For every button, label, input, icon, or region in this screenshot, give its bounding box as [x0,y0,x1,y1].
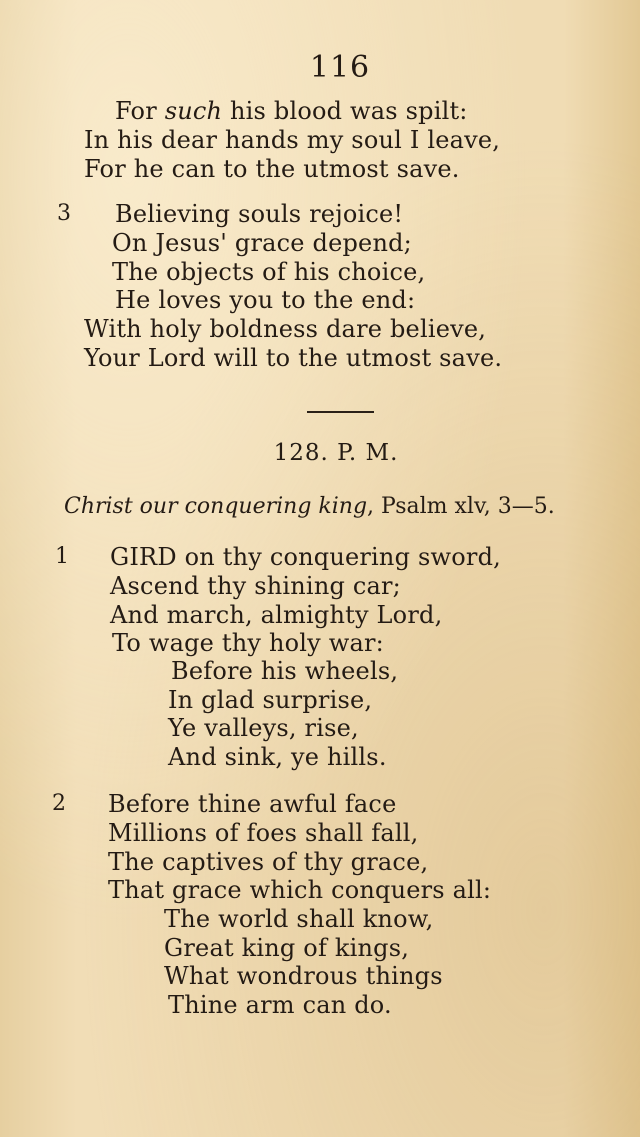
verse-line: Ascend thy shining car; [110,572,401,600]
verse-line: Thine arm can do. [168,991,392,1019]
hymn-subtitle-reference: , Psalm xlv, 3—5. [367,494,555,519]
verse-line: He loves you to the end: [115,286,416,314]
page-number: 116 [309,50,371,85]
verse-line: With holy boldness dare believe, [84,315,487,343]
verse-line: And march, almighty Lord, [110,601,443,629]
verse-line: The captives of thy grace, [108,848,429,876]
verse-line: What wondrous things [164,962,443,990]
verse-line: Before his wheels, [171,657,399,685]
hymn-subtitle-italic: Christ our conquering king [64,494,368,519]
stanza-number: 2 [52,791,66,816]
verse-line: For he can to the utmost save. [84,155,460,183]
verse-line: That grace which conquers all: [108,876,492,904]
hymn-heading: 128. P. M. [273,440,399,466]
verse-line: Millions of foes shall fall, [108,819,419,847]
hymn-subtitle [64,493,555,521]
verse-line: GIRD on thy conquering sword, [110,543,501,571]
verse-line: Great king of kings, [164,934,410,962]
verse-line: For such his blood was spilt: [115,97,468,125]
verse-line: To wage thy holy war: [112,629,384,657]
stanza-number: 3 [57,201,71,226]
verse-line: Believing souls rejoice! [115,200,404,228]
verse-line: On Jesus' grace depend; [112,229,412,257]
verse-line: Your Lord will to the utmost save. [84,344,503,372]
verse-line: Ye valleys, rise, [168,714,359,742]
verse-line: In his dear hands my soul I leave, [84,126,501,154]
verse-line: Before thine awful face [108,790,397,818]
verse-line: The objects of his choice, [112,258,426,286]
section-divider [307,411,374,413]
stanza-number: 1 [55,544,69,569]
verse-line: In glad surprise, [168,686,373,714]
verse-line: And sink, ye hills. [168,743,387,771]
verse-line: The world shall know, [164,905,434,933]
